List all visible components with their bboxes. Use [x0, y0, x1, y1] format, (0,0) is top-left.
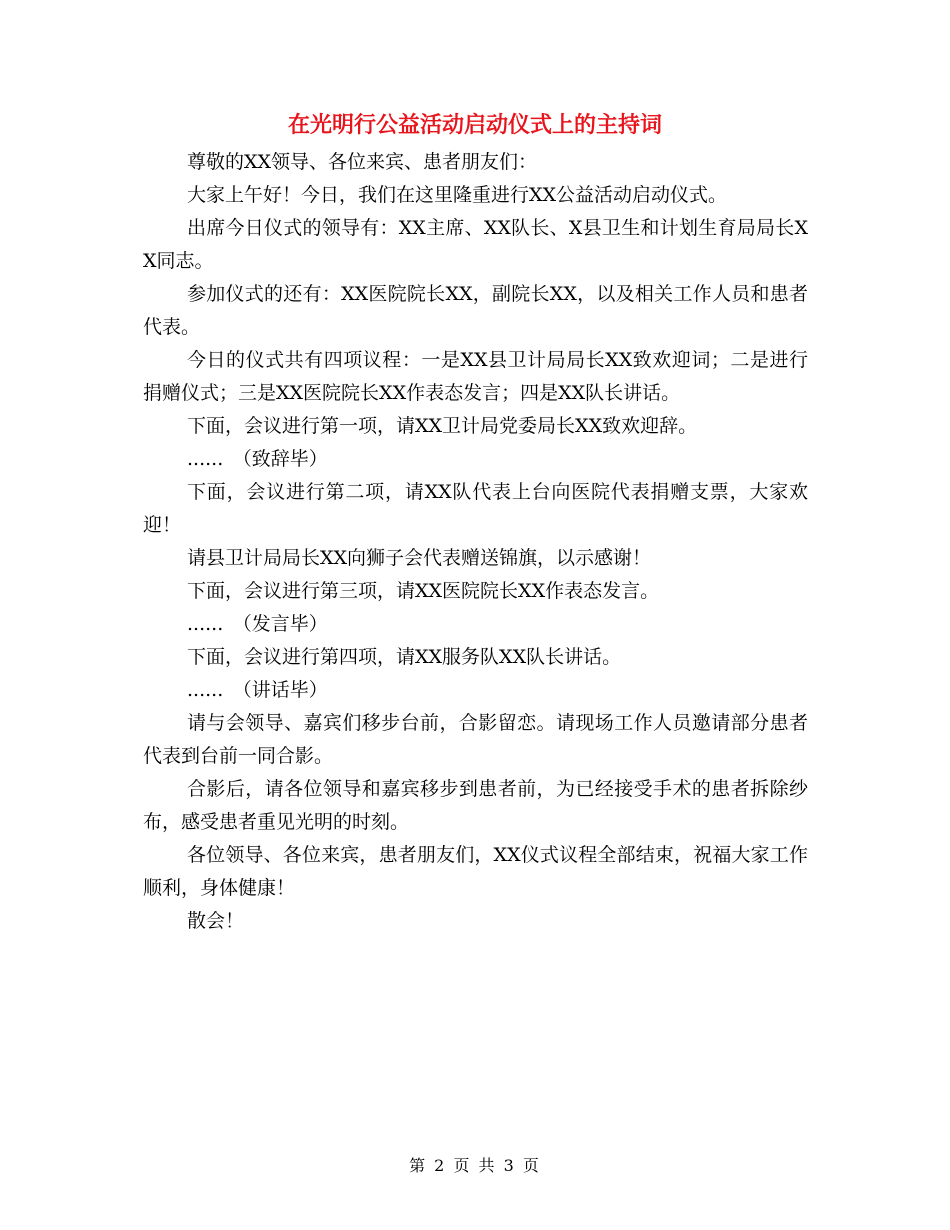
document-body	[143, 146, 808, 938]
paragraph-speech-end-3: ...... （讲话毕）	[187, 679, 328, 701]
paragraph-group-photo: 请与会领导、嘉宾们移步台前，合影留恋。请现场工作人员邀请部分患者代表到台前一同合影。	[143, 712, 808, 767]
page-number-footer: 第 2 页 共 3 页	[409, 1156, 541, 1175]
paragraph-speech-end-2: ...... （发言毕）	[187, 613, 328, 635]
paragraph-item-one: 下面，会议进行第一项，请XX卫计局党委局长XX致欢迎辞。	[187, 415, 698, 437]
paragraph-item-two: 下面，会议进行第二项，请XX队代表上台向医院代表捐赠支票，大家欢迎！	[143, 481, 808, 536]
document-title: 在光明行公益活动启动仪式上的主持词	[287, 112, 662, 138]
paragraph-adjourn: 散会！	[187, 910, 245, 932]
paragraph-item-four: 下面，会议进行第四项，请XX服务队XX队长讲话。	[187, 646, 622, 668]
paragraph-closing: 各位领导、各位来宾，患者朋友们，XX仪式议程全部结束，祝福大家工作顺利，身体健康！	[143, 844, 808, 899]
paragraph-bandage-removal: 合影后，请各位领导和嘉宾移步到患者前，为已经接受手术的患者拆除纱布，感受患者重见光明的时刻。	[143, 778, 808, 833]
paragraph-speech-end-1: ...... （致辞毕）	[187, 448, 328, 470]
paragraph-greeting: 尊敬的XX领导、各位来宾、患者朋友们：	[187, 151, 538, 173]
paragraph-attending-leaders: 出席今日仪式的领导有：XX主席、XX队长、X县卫生和计划生育局局长XX同志。	[143, 217, 808, 272]
paragraph-agenda: 今日的仪式共有四项议程：一是XX县卫计局局长XX致欢迎词；二是进行捐赠仪式；三是XX医院院长XX作表态发言；四是XX队长讲话。	[143, 349, 808, 404]
paragraph-banner: 请县卫计局局长XX向狮子会代表赠送锦旗，以示感谢！	[187, 547, 652, 569]
paragraph-other-attendees: 参加仪式的还有：XX医院院长XX，副院长XX，以及相关工作人员和患者代表。	[143, 283, 808, 338]
paragraph-opening: 大家上午好！今日，我们在这里隆重进行XX公益活动启动仪式。	[187, 184, 728, 206]
paragraph-item-three: 下面，会议进行第三项，请XX医院院长XX作表态发言。	[187, 580, 660, 602]
